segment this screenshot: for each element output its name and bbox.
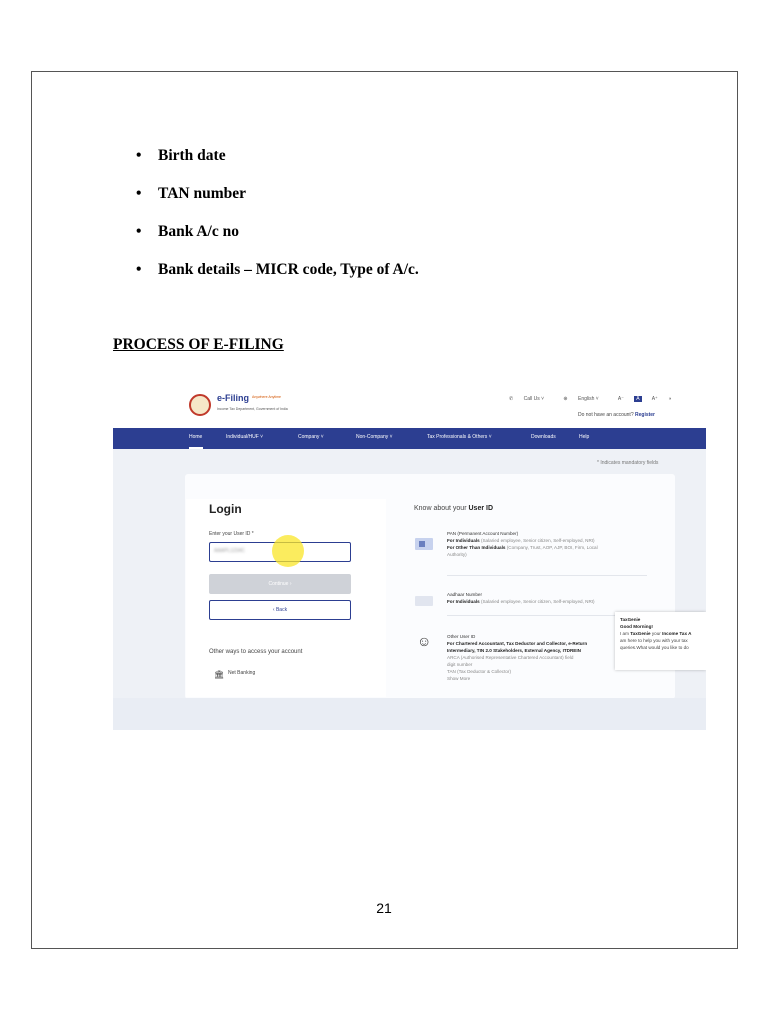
- bullet-glyph: •: [136, 147, 142, 164]
- mandatory-note: * Indicates mandatory fields: [597, 460, 659, 466]
- know-userid-heading: Know about your User ID: [414, 505, 494, 512]
- cursor-highlight: [272, 535, 304, 567]
- requirements-list: [136, 146, 419, 298]
- net-banking-link[interactable]: Net Banking: [228, 670, 256, 676]
- no-account-text: Do not have an account?: [578, 412, 634, 418]
- pan-info: PAN (Permanent Account Number) For Individuals (Salaried employee, Senior citizen, Self-employed, NRI) For Other Than Individuals (Company, Trust, AOP, AJP, BOI, Firm, Local Authority): [447, 531, 598, 557]
- register-link[interactable]: Register: [635, 412, 656, 418]
- account-prompt: [578, 412, 655, 418]
- logo-title: e-Filing: [217, 393, 249, 403]
- contrast-icon[interactable]: ◑: [668, 396, 672, 402]
- list-item: [136, 260, 419, 298]
- font-increase-button[interactable]: A⁺: [651, 396, 658, 402]
- aadhaar-card-icon: [415, 596, 433, 606]
- other-ways-heading: Other ways to access your account: [209, 649, 303, 655]
- pan-card-icon: [415, 538, 433, 550]
- nav-individual-huf[interactable]: Individual/HUF ˅: [226, 434, 264, 440]
- nav-company[interactable]: Company ˅: [298, 434, 324, 440]
- login-title: Login: [209, 502, 242, 516]
- section-heading: PROCESS OF E-FILING: [113, 336, 284, 353]
- language-select[interactable]: ⊕ English ˅: [563, 396, 599, 402]
- list-item-text: Birth date: [158, 147, 226, 164]
- show-more-link[interactable]: Show More: [447, 676, 471, 681]
- back-button[interactable]: ‹ Back: [209, 600, 351, 620]
- main-nav: [113, 428, 706, 449]
- list-item: [136, 222, 419, 260]
- list-item-text: Bank A/c no: [158, 223, 239, 240]
- emblem-icon: [189, 394, 211, 416]
- globe-icon: ⊕: [563, 396, 570, 402]
- continue-button[interactable]: Continue ›: [209, 574, 351, 594]
- list-item-text: Bank details – MICR code, Type of A/c.: [158, 261, 419, 278]
- call-us-button[interactable]: ✆ Call Us ˅: [509, 396, 545, 402]
- font-decrease-button[interactable]: A⁻: [617, 396, 624, 402]
- screenshot-footer-area: [113, 698, 706, 730]
- font-normal-button[interactable]: A: [636, 396, 640, 402]
- userid-label: Enter your User ID *: [209, 531, 254, 537]
- login-card: [186, 499, 386, 697]
- header-tools: [509, 396, 680, 402]
- aadhaar-info: Aadhaar Number For Individuals (Salaried employee, Senior citizen, Self-employed, NRI): [447, 592, 595, 604]
- nav-downloads[interactable]: Downloads: [531, 434, 556, 440]
- bank-icon: 🏛: [214, 670, 225, 679]
- user-id-person-icon: ☺: [417, 633, 432, 649]
- list-item-text: TAN number: [158, 185, 246, 202]
- nav-home[interactable]: Home: [189, 434, 203, 440]
- list-item: [136, 146, 419, 184]
- logo-tagline: Anywhere Anytime: [252, 395, 281, 399]
- nav-tax-professionals[interactable]: Tax Professionals & Others ˅: [427, 434, 492, 440]
- efiling-screenshot: [113, 385, 706, 730]
- taxgenie-chat-popup[interactable]: TaxGenie Good Morning! I am TaxGenie your Income Tax A am here to help you with your tax queries.What would you like to do: [615, 612, 706, 670]
- phone-icon: ✆: [509, 396, 515, 402]
- nav-help[interactable]: Help: [579, 434, 590, 440]
- list-item: [136, 184, 419, 222]
- divider: [447, 575, 647, 576]
- bullet-glyph: •: [136, 223, 142, 240]
- other-userid-info: Other User ID For Chartered Accountant, Tax Deductor and Collector, e-Return Intermediary, TIN 2.0 Stakeholders, External Agency, ITDREIN ARCA (Authorised Representative Chartered Accountant) field digit number TAN (Tax Deductor & Collector) Show More: [447, 633, 657, 682]
- page-number: 21: [376, 900, 392, 916]
- bullet-glyph: •: [136, 261, 142, 278]
- active-nav-indicator: [189, 447, 203, 449]
- bullet-glyph: •: [136, 185, 142, 202]
- userid-value: AAAPL1234C: [214, 548, 245, 554]
- site-header: [113, 385, 706, 428]
- logo-subtitle: Income Tax Department, Government of India: [217, 407, 288, 411]
- nav-non-company[interactable]: Non-Company ˅: [356, 434, 393, 440]
